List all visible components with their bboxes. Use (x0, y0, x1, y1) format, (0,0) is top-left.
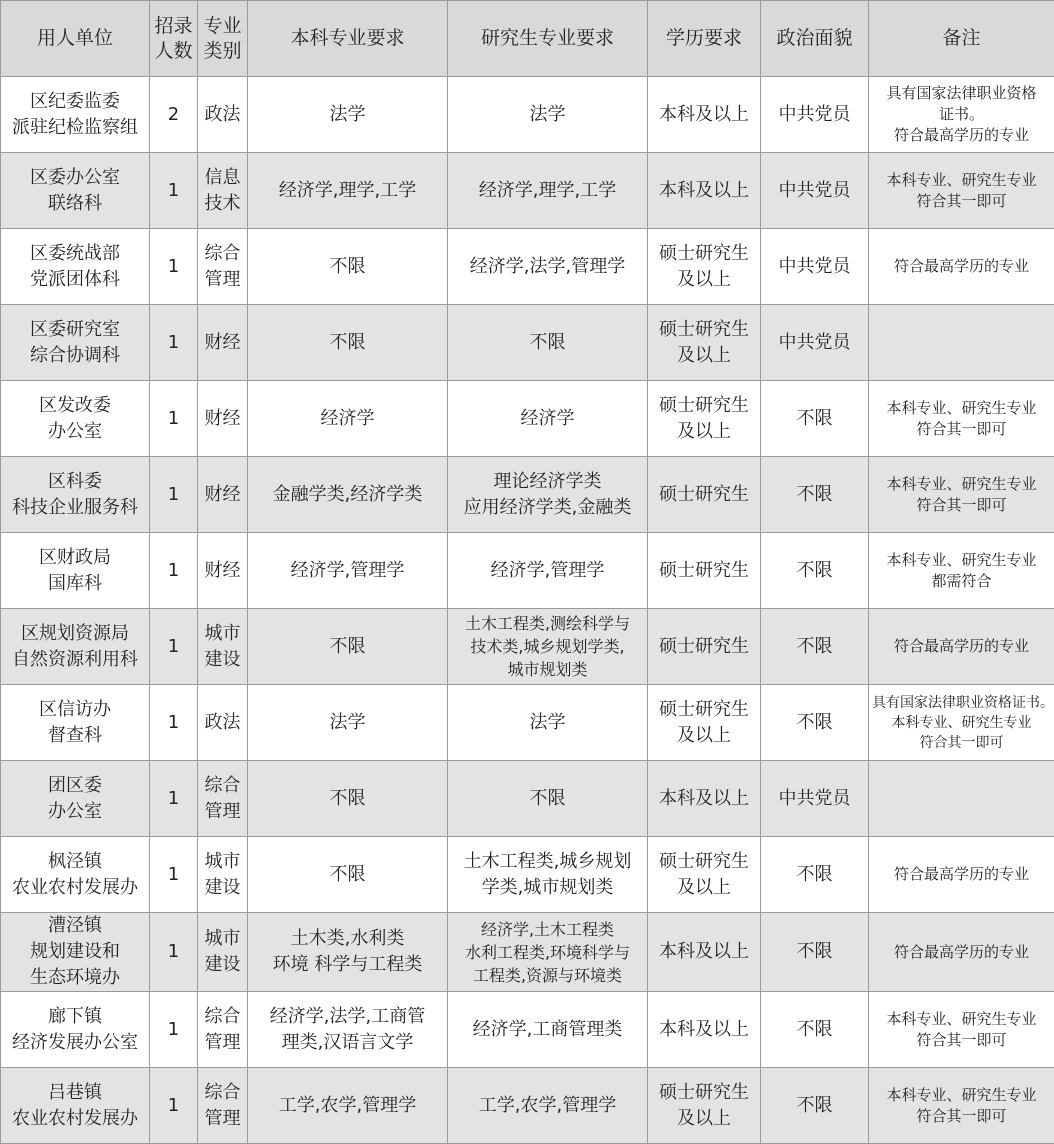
cell-undergrad-line: 不限 (251, 330, 444, 356)
cell-undergrad-line: 不限 (251, 634, 444, 660)
cell-undergrad-line: 不限 (251, 862, 444, 888)
cell-political: 不限 (761, 685, 869, 761)
cell-count: 1 (150, 685, 198, 761)
cell-count: 1 (150, 913, 198, 992)
cell-degree-line: 本科及以上 (651, 178, 757, 204)
cell-unit-line: 农业农村发展办 (4, 875, 146, 901)
cell-category-line: 政法 (201, 102, 244, 128)
cell-note-line: 符合最高学历的专业 (872, 256, 1051, 277)
cell-unit-line: 廊下镇 (4, 1004, 146, 1030)
cell-grad-line: 工程类,资源与环境类 (451, 964, 644, 987)
cell-undergrad-line: 法学 (251, 102, 444, 128)
cell-degree (648, 77, 761, 153)
cell-unit-line: 区财政局 (4, 545, 146, 571)
cell-undergrad-line: 法学 (251, 710, 444, 736)
cell-grad-line: 经济学,法学,管理学 (451, 254, 644, 280)
cell-undergrad-line: 不限 (251, 786, 444, 812)
cell-category-line: 技术 (201, 191, 244, 217)
cell-unit-line: 办公室 (4, 799, 146, 825)
cell-category (198, 685, 248, 761)
cell-grad (448, 609, 648, 685)
cell-political: 中共党员 (761, 761, 869, 837)
cell-unit (1, 992, 150, 1068)
cell-note-line: 符合其一即可 (872, 495, 1051, 516)
cell-grad (448, 77, 648, 153)
cell-count: 1 (150, 992, 198, 1068)
cell-note-line: 本科专业、研究生专业 (872, 1085, 1051, 1106)
cell-undergrad-line: 土木类,水利类 (251, 926, 444, 952)
cell-unit-line: 联络科 (4, 191, 146, 217)
cell-note (869, 77, 1054, 153)
cell-degree-line: 硕士研究生 (651, 317, 757, 343)
cell-unit-line: 经济发展办公室 (4, 1030, 146, 1056)
header-category (198, 1, 248, 77)
cell-grad-line: 水利工程类,环境科学与 (451, 941, 644, 964)
cell-unit-line: 农业农村发展办 (4, 1106, 146, 1132)
cell-note-line: 符合最高学历的专业 (872, 125, 1051, 146)
cell-undergrad (248, 761, 448, 837)
cell-category-line: 管理 (201, 799, 244, 825)
cell-unit (1, 305, 150, 381)
cell-note-line: 本科专业、研究生专业 (872, 474, 1051, 495)
cell-category-line: 财经 (201, 406, 244, 432)
cell-grad-line: 理论经济学类 (451, 469, 644, 495)
cell-degree-line: 及以上 (651, 419, 757, 445)
cell-count: 1 (150, 609, 198, 685)
cell-grad-line: 不限 (451, 786, 644, 812)
cell-grad-line: 经济学 (451, 406, 644, 432)
cell-unit-line: 枫泾镇 (4, 849, 146, 875)
cell-note (869, 685, 1054, 761)
cell-undergrad (248, 1068, 448, 1144)
cell-degree (648, 837, 761, 913)
cell-category-line: 财经 (201, 330, 244, 356)
cell-note-line: 符合其一即可 (872, 191, 1051, 212)
table-row (1, 77, 1054, 153)
cell-category-line: 综合 (201, 1080, 244, 1106)
cell-grad-line: 技术类,城乡规划学类, (451, 635, 644, 658)
cell-unit-line: 区发改委 (4, 393, 146, 419)
cell-degree (648, 913, 761, 992)
cell-undergrad-line: 经济学,理学,工学 (251, 178, 444, 204)
cell-note (869, 761, 1054, 837)
cell-degree-line: 硕士研究生 (651, 558, 757, 584)
cell-unit-line: 吕巷镇 (4, 1080, 146, 1106)
cell-count: 1 (150, 1068, 198, 1144)
header-row (1, 1, 1054, 77)
cell-degree-line: 硕士研究生 (651, 482, 757, 508)
cell-unit-line: 团区委 (4, 773, 146, 799)
cell-degree (648, 685, 761, 761)
cell-note (869, 381, 1054, 457)
cell-category (198, 837, 248, 913)
cell-grad-line: 学类,城市规划类 (451, 875, 644, 901)
cell-unit-line: 督查科 (4, 723, 146, 749)
header-undergrad: 本科专业要求 (248, 1, 448, 77)
cell-undergrad (248, 685, 448, 761)
cell-undergrad (248, 457, 448, 533)
cell-category-line: 财经 (201, 558, 244, 584)
cell-count: 1 (150, 229, 198, 305)
cell-degree-line: 本科及以上 (651, 1017, 757, 1043)
cell-grad-line: 土木工程类,测绘科学与 (451, 612, 644, 635)
cell-undergrad-line: 环境 科学与工程类 (251, 952, 444, 978)
table-row (1, 685, 1054, 761)
cell-grad (448, 153, 648, 229)
table-row (1, 761, 1054, 837)
cell-note (869, 153, 1054, 229)
cell-note (869, 1068, 1054, 1144)
cell-category (198, 1068, 248, 1144)
table-row (1, 457, 1054, 533)
cell-note-line: 都需符合 (872, 571, 1051, 592)
cell-grad-line: 法学 (451, 710, 644, 736)
cell-category (198, 457, 248, 533)
header-degree: 学历要求 (648, 1, 761, 77)
cell-unit (1, 381, 150, 457)
cell-degree (648, 381, 761, 457)
cell-undergrad (248, 381, 448, 457)
cell-category (198, 609, 248, 685)
cell-political: 中共党员 (761, 305, 869, 381)
cell-category-line: 管理 (201, 1030, 244, 1056)
cell-grad (448, 761, 648, 837)
cell-degree-line: 硕士研究生 (651, 849, 757, 875)
cell-degree (648, 761, 761, 837)
cell-note-line: 符合最高学历的专业 (872, 942, 1051, 963)
cell-degree (648, 305, 761, 381)
table-row (1, 992, 1054, 1068)
cell-unit-line: 规划建设和 (4, 939, 146, 965)
cell-unit (1, 761, 150, 837)
cell-note (869, 913, 1054, 992)
cell-undergrad-line: 理类,汉语言文学 (251, 1030, 444, 1056)
cell-grad (448, 913, 648, 992)
cell-unit-line: 区纪委监委 (4, 89, 146, 115)
cell-unit (1, 837, 150, 913)
cell-unit-line: 区规划资源局 (4, 621, 146, 647)
cell-note-line: 符合最高学历的专业 (872, 636, 1051, 657)
cell-undergrad-line: 工学,农学,管理学 (251, 1093, 444, 1119)
header-political: 政治面貌 (761, 1, 869, 77)
cell-unit-line: 办公室 (4, 419, 146, 445)
cell-degree-line: 硕士研究生 (651, 393, 757, 419)
cell-degree (648, 992, 761, 1068)
cell-category-line: 建设 (201, 952, 244, 978)
cell-grad (448, 381, 648, 457)
header-unit: 用人单位 (1, 1, 150, 77)
cell-grad-line: 法学 (451, 102, 644, 128)
cell-grad (448, 992, 648, 1068)
cell-grad-line: 土木工程类,城乡规划 (451, 849, 644, 875)
cell-undergrad (248, 77, 448, 153)
cell-note-line: 符合其一即可 (872, 1030, 1051, 1051)
cell-grad-line: 经济学,工商管理类 (451, 1017, 644, 1043)
cell-unit-line: 区委研究室 (4, 317, 146, 343)
cell-degree (648, 609, 761, 685)
cell-undergrad-line: 不限 (251, 254, 444, 280)
cell-category (198, 305, 248, 381)
cell-grad (448, 1068, 648, 1144)
cell-category (198, 229, 248, 305)
cell-grad (448, 229, 648, 305)
cell-grad-line: 不限 (451, 330, 644, 356)
table-body (1, 77, 1054, 1144)
table-row (1, 229, 1054, 305)
cell-unit-line: 派驻纪检监察组 (4, 115, 146, 141)
header-category-line: 专业 (201, 14, 244, 39)
cell-degree (648, 457, 761, 533)
cell-unit-line: 党派团体科 (4, 267, 146, 293)
cell-political: 不限 (761, 1068, 869, 1144)
cell-undergrad-line: 金融学类,经济学类 (251, 482, 444, 508)
table-row (1, 837, 1054, 913)
cell-count: 1 (150, 457, 198, 533)
cell-note (869, 457, 1054, 533)
cell-political: 中共党员 (761, 229, 869, 305)
cell-note (869, 992, 1054, 1068)
cell-category (198, 533, 248, 609)
cell-grad-line: 经济学,土木工程类 (451, 918, 644, 941)
cell-political: 不限 (761, 381, 869, 457)
table-row (1, 609, 1054, 685)
cell-note-line: 本科专业、研究生专业 (872, 170, 1051, 191)
cell-degree (648, 533, 761, 609)
table-row (1, 1068, 1054, 1144)
cell-unit-line: 综合协调科 (4, 343, 146, 369)
cell-note-line: 符合其一即可 (872, 733, 1051, 753)
cell-unit-line: 漕泾镇 (4, 913, 146, 939)
cell-undergrad-line: 经济学,管理学 (251, 558, 444, 584)
cell-degree-line: 及以上 (651, 875, 757, 901)
table-row (1, 381, 1054, 457)
cell-note-line: 符合其一即可 (872, 419, 1051, 440)
cell-degree-line: 及以上 (651, 267, 757, 293)
cell-undergrad-line: 经济学,法学,工商管 (251, 1004, 444, 1030)
cell-unit (1, 457, 150, 533)
cell-grad (448, 533, 648, 609)
cell-degree-line: 本科及以上 (651, 102, 757, 128)
cell-category (198, 992, 248, 1068)
cell-count: 1 (150, 153, 198, 229)
cell-category (198, 77, 248, 153)
cell-category-line: 城市 (201, 926, 244, 952)
cell-grad (448, 305, 648, 381)
cell-unit (1, 609, 150, 685)
cell-category-line: 综合 (201, 1004, 244, 1030)
cell-degree-line: 硕士研究生 (651, 241, 757, 267)
cell-degree-line: 本科及以上 (651, 786, 757, 812)
cell-political: 不限 (761, 609, 869, 685)
cell-note-line: 证书。 (872, 104, 1051, 125)
cell-political: 不限 (761, 837, 869, 913)
cell-undergrad (248, 837, 448, 913)
table-row (1, 305, 1054, 381)
cell-category-line: 管理 (201, 1106, 244, 1132)
cell-undergrad (248, 229, 448, 305)
cell-count: 2 (150, 77, 198, 153)
cell-category-line: 管理 (201, 267, 244, 293)
cell-category-line: 政法 (201, 710, 244, 736)
cell-unit-line: 区科委 (4, 469, 146, 495)
cell-grad-line: 经济学,理学,工学 (451, 178, 644, 204)
cell-grad (448, 457, 648, 533)
cell-count: 1 (150, 761, 198, 837)
cell-category-line: 建设 (201, 875, 244, 901)
cell-category-line: 城市 (201, 849, 244, 875)
cell-unit-line: 区信访办 (4, 697, 146, 723)
cell-unit-line: 自然资源利用科 (4, 647, 146, 673)
cell-grad (448, 837, 648, 913)
cell-grad (448, 685, 648, 761)
cell-unit-line: 区委统战部 (4, 241, 146, 267)
cell-political: 不限 (761, 913, 869, 992)
cell-degree-line: 及以上 (651, 343, 757, 369)
cell-count: 1 (150, 381, 198, 457)
cell-category (198, 381, 248, 457)
cell-undergrad (248, 992, 448, 1068)
cell-undergrad-line: 经济学 (251, 406, 444, 432)
cell-count: 1 (150, 305, 198, 381)
cell-grad-line: 经济学,管理学 (451, 558, 644, 584)
cell-undergrad (248, 913, 448, 992)
header-count-line: 招录 (153, 14, 194, 39)
cell-degree-line: 硕士研究生 (651, 697, 757, 723)
cell-political: 不限 (761, 457, 869, 533)
header-count-line: 人数 (153, 39, 194, 64)
cell-category-line: 建设 (201, 647, 244, 673)
table-row (1, 153, 1054, 229)
cell-political: 中共党员 (761, 77, 869, 153)
cell-category-line: 综合 (201, 241, 244, 267)
cell-unit-line: 生态环境办 (4, 965, 146, 991)
cell-note (869, 229, 1054, 305)
cell-note (869, 837, 1054, 913)
cell-note-line: 本科专业、研究生专业 (872, 398, 1051, 419)
cell-undergrad (248, 609, 448, 685)
cell-unit-line: 国库科 (4, 571, 146, 597)
cell-degree (648, 1068, 761, 1144)
cell-grad-line: 城市规划类 (451, 658, 644, 681)
cell-note (869, 609, 1054, 685)
cell-grad-line: 工学,农学,管理学 (451, 1093, 644, 1119)
cell-count: 1 (150, 533, 198, 609)
cell-degree-line: 及以上 (651, 723, 757, 749)
cell-unit (1, 913, 150, 992)
cell-count: 1 (150, 837, 198, 913)
cell-note (869, 533, 1054, 609)
cell-category (198, 913, 248, 992)
header-grad: 研究生专业要求 (448, 1, 648, 77)
cell-unit (1, 77, 150, 153)
cell-category (198, 153, 248, 229)
cell-unit (1, 229, 150, 305)
cell-note-line: 本科专业、研究生专业 (872, 1009, 1051, 1030)
cell-political: 不限 (761, 992, 869, 1068)
cell-political: 不限 (761, 533, 869, 609)
cell-unit-line: 科技企业服务科 (4, 495, 146, 521)
cell-degree (648, 229, 761, 305)
cell-category-line: 城市 (201, 621, 244, 647)
cell-undergrad (248, 305, 448, 381)
cell-degree-line: 硕士研究生 (651, 634, 757, 660)
cell-category-line: 综合 (201, 773, 244, 799)
cell-note-line: 具有国家法律职业资格证书。 (872, 693, 1051, 713)
cell-note-line: 本科专业、研究生专业 (872, 713, 1051, 733)
cell-category (198, 761, 248, 837)
cell-degree-line: 及以上 (651, 1106, 757, 1132)
cell-political: 中共党员 (761, 153, 869, 229)
table-row (1, 913, 1054, 992)
cell-degree-line: 本科及以上 (651, 939, 757, 965)
cell-note-line: 符合最高学历的专业 (872, 864, 1051, 885)
cell-grad-line: 应用经济学类,金融类 (451, 495, 644, 521)
cell-degree (648, 153, 761, 229)
cell-note-line: 具有国家法律职业资格 (872, 83, 1051, 104)
table-row (1, 533, 1054, 609)
header-note: 备注 (869, 1, 1054, 77)
cell-unit (1, 533, 150, 609)
cell-note-line: 本科专业、研究生专业 (872, 550, 1051, 571)
cell-undergrad (248, 533, 448, 609)
cell-unit (1, 1068, 150, 1144)
cell-unit (1, 153, 150, 229)
cell-unit-line: 区委办公室 (4, 165, 146, 191)
header-category-line: 类别 (201, 39, 244, 64)
cell-category-line: 财经 (201, 482, 244, 508)
cell-unit (1, 685, 150, 761)
cell-note (869, 305, 1054, 381)
header-count (150, 1, 198, 77)
cell-note-line: 符合其一即可 (872, 1106, 1051, 1127)
cell-undergrad (248, 153, 448, 229)
cell-degree-line: 硕士研究生 (651, 1080, 757, 1106)
cell-category-line: 信息 (201, 165, 244, 191)
